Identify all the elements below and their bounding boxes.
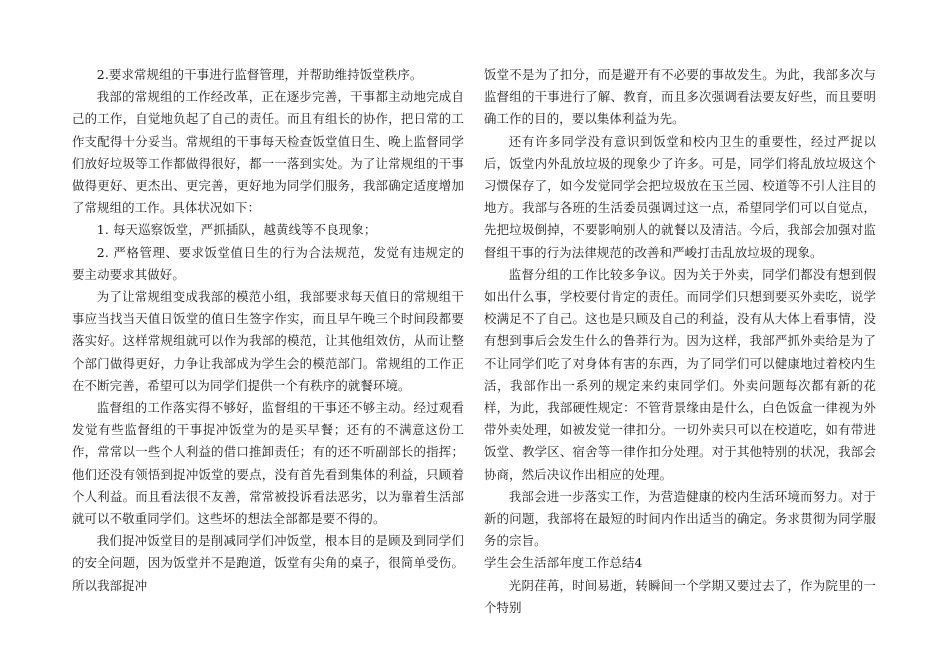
- paragraph: 我们捉冲饭堂目的是削减同学们冲饭堂，根本目的是顾及到同学们的安全问题，因为饭堂并不是跑道，饭堂有尖角的桌子，很简单受伤。所以我部捉冲: [72, 533, 464, 593]
- left-column: [72, 64, 464, 597]
- paragraph: 监督组的工作落实得不够好，监督组的干事还不够主动。经过观看发觉有些监督组的干事捉冲饭堂为的是买早餐；还有的不满意这份工作，常常以一些个人利益的借口推卸责任；有的还不听副部长的指挥；他们还没有领悟到捉冲饭堂的要点，没有首先看到集体的利益，只顾着个人利益。而且看法很不友善，常常被投诉看法恶劣，以为靠着生活部就可以不敬重同学们。这些坏的想法全部都是要不得的。: [72, 400, 464, 527]
- paragraph: 监督分组的工作比较多争议。因为关于外卖，同学们都没有想到假如出什么事，学校要付肯定的责任。而同学们只想到要买外卖吃，说学校满足不了自己。这也是只顾及自己的利益，没有从大体上看事情，没有想到事后会发生什么的鲁莽行为。因为这样，我部严抓外卖给是为了不让同学们吃了对身体有害的东西，为了同学们可以健康地过着校内生活，我部作出一系列的规定来约束同学们。外卖问题每次都有新的花样，为此，我部硬性规定：不管背景缘由是什么，白色饭盒一律视为外带外卖处理，如被发觉一律扣分。一切外卖只可以在校道吃，如有带进饭堂、教学区、宿舍等一律作扣分处理。对于其他特别的状况，我部会协商，然后决议作出相应的处理。: [484, 266, 876, 482]
- paragraph: 我部的常规组的工作经改革，正在逐步完善，干事都主动地完成自己的工作，自觉地负起了自己的责任。而且有组长的协作，把日常的工作支配得十分妥当。常规组的干事每天检查饭堂值日生、晚上监督同学们放好垃圾等工作都做得很好，都一一落到实处。为了让常规组的干事做得更好、更杰出、更完善，更好地为同学们服务，我部确定适度增加了常规组的工作。具体状况如下：: [72, 89, 464, 216]
- paragraph: 2.要求常规组的干事进行监督管理，并帮助维持饭堂秩序。: [96, 67, 423, 82]
- paragraph: 为了让常规组变成我部的模范小组，我部要求每天值日的常规组干事应当找当天值日饭堂的值日生签字作实，而且早午晚三个时间段都要落实好。这样常规组就可以作为我部的模范，让其他组效仿，从而让整个部门做得更好，力争让我部成为学生会的模范部门。常规组的工作正在不断完善，希望可以为同学们提供一个有秩序的就餐环境。: [72, 289, 464, 393]
- paragraph: 我部会进一步落实工作，为营造健康的校内生活环境而努力。对于新的问题，我部将在最短的时间内作出适当的确定。务求贯彻为同学服务的宗旨。: [484, 488, 876, 549]
- list-item: 2. 严格管理、要求饭堂值日生的行为合法规范，发觉有违规定的要主动要求其做好。: [72, 244, 464, 282]
- paragraph: 还有许多同学没有意识到饭堂和校内卫生的重要性，经过严捉以后，饭堂内外乱放垃圾的现象少了许多。可是，同学们将乱放垃圾这个习惯保存了，如今发觉同学会把垃圾放在玉兰园、校道等不引人注目的地方。我部与各班的生活委员强调过这一点，希望同学们可以自觉点，先把垃圾倒掉，不要影响别人的就餐以及清洁。今后，我部会加强对监督组干事的行为法律规范的改善和严峻打击乱放垃圾的现象。: [484, 133, 876, 260]
- section-heading: 学生会生活部年度工作总结4: [484, 555, 643, 571]
- right-column: [484, 64, 876, 619]
- paragraph-continued: 饭堂不是为了扣分，而是避开有不必要的事故发生。为此，我部多次与监督组的干事进行了解、教育，而且多次强调看法要友好些，而且要明确工作的目的，要以集体利益为先。: [484, 67, 876, 127]
- list-item: 1. 每天巡察饭堂，严抓插队，越黄线等不良现象；: [96, 222, 377, 238]
- paragraph: 光阴荏苒，时间易逝，转瞬间一个学期又要过去了，作为院里的一个特别: [484, 577, 876, 615]
